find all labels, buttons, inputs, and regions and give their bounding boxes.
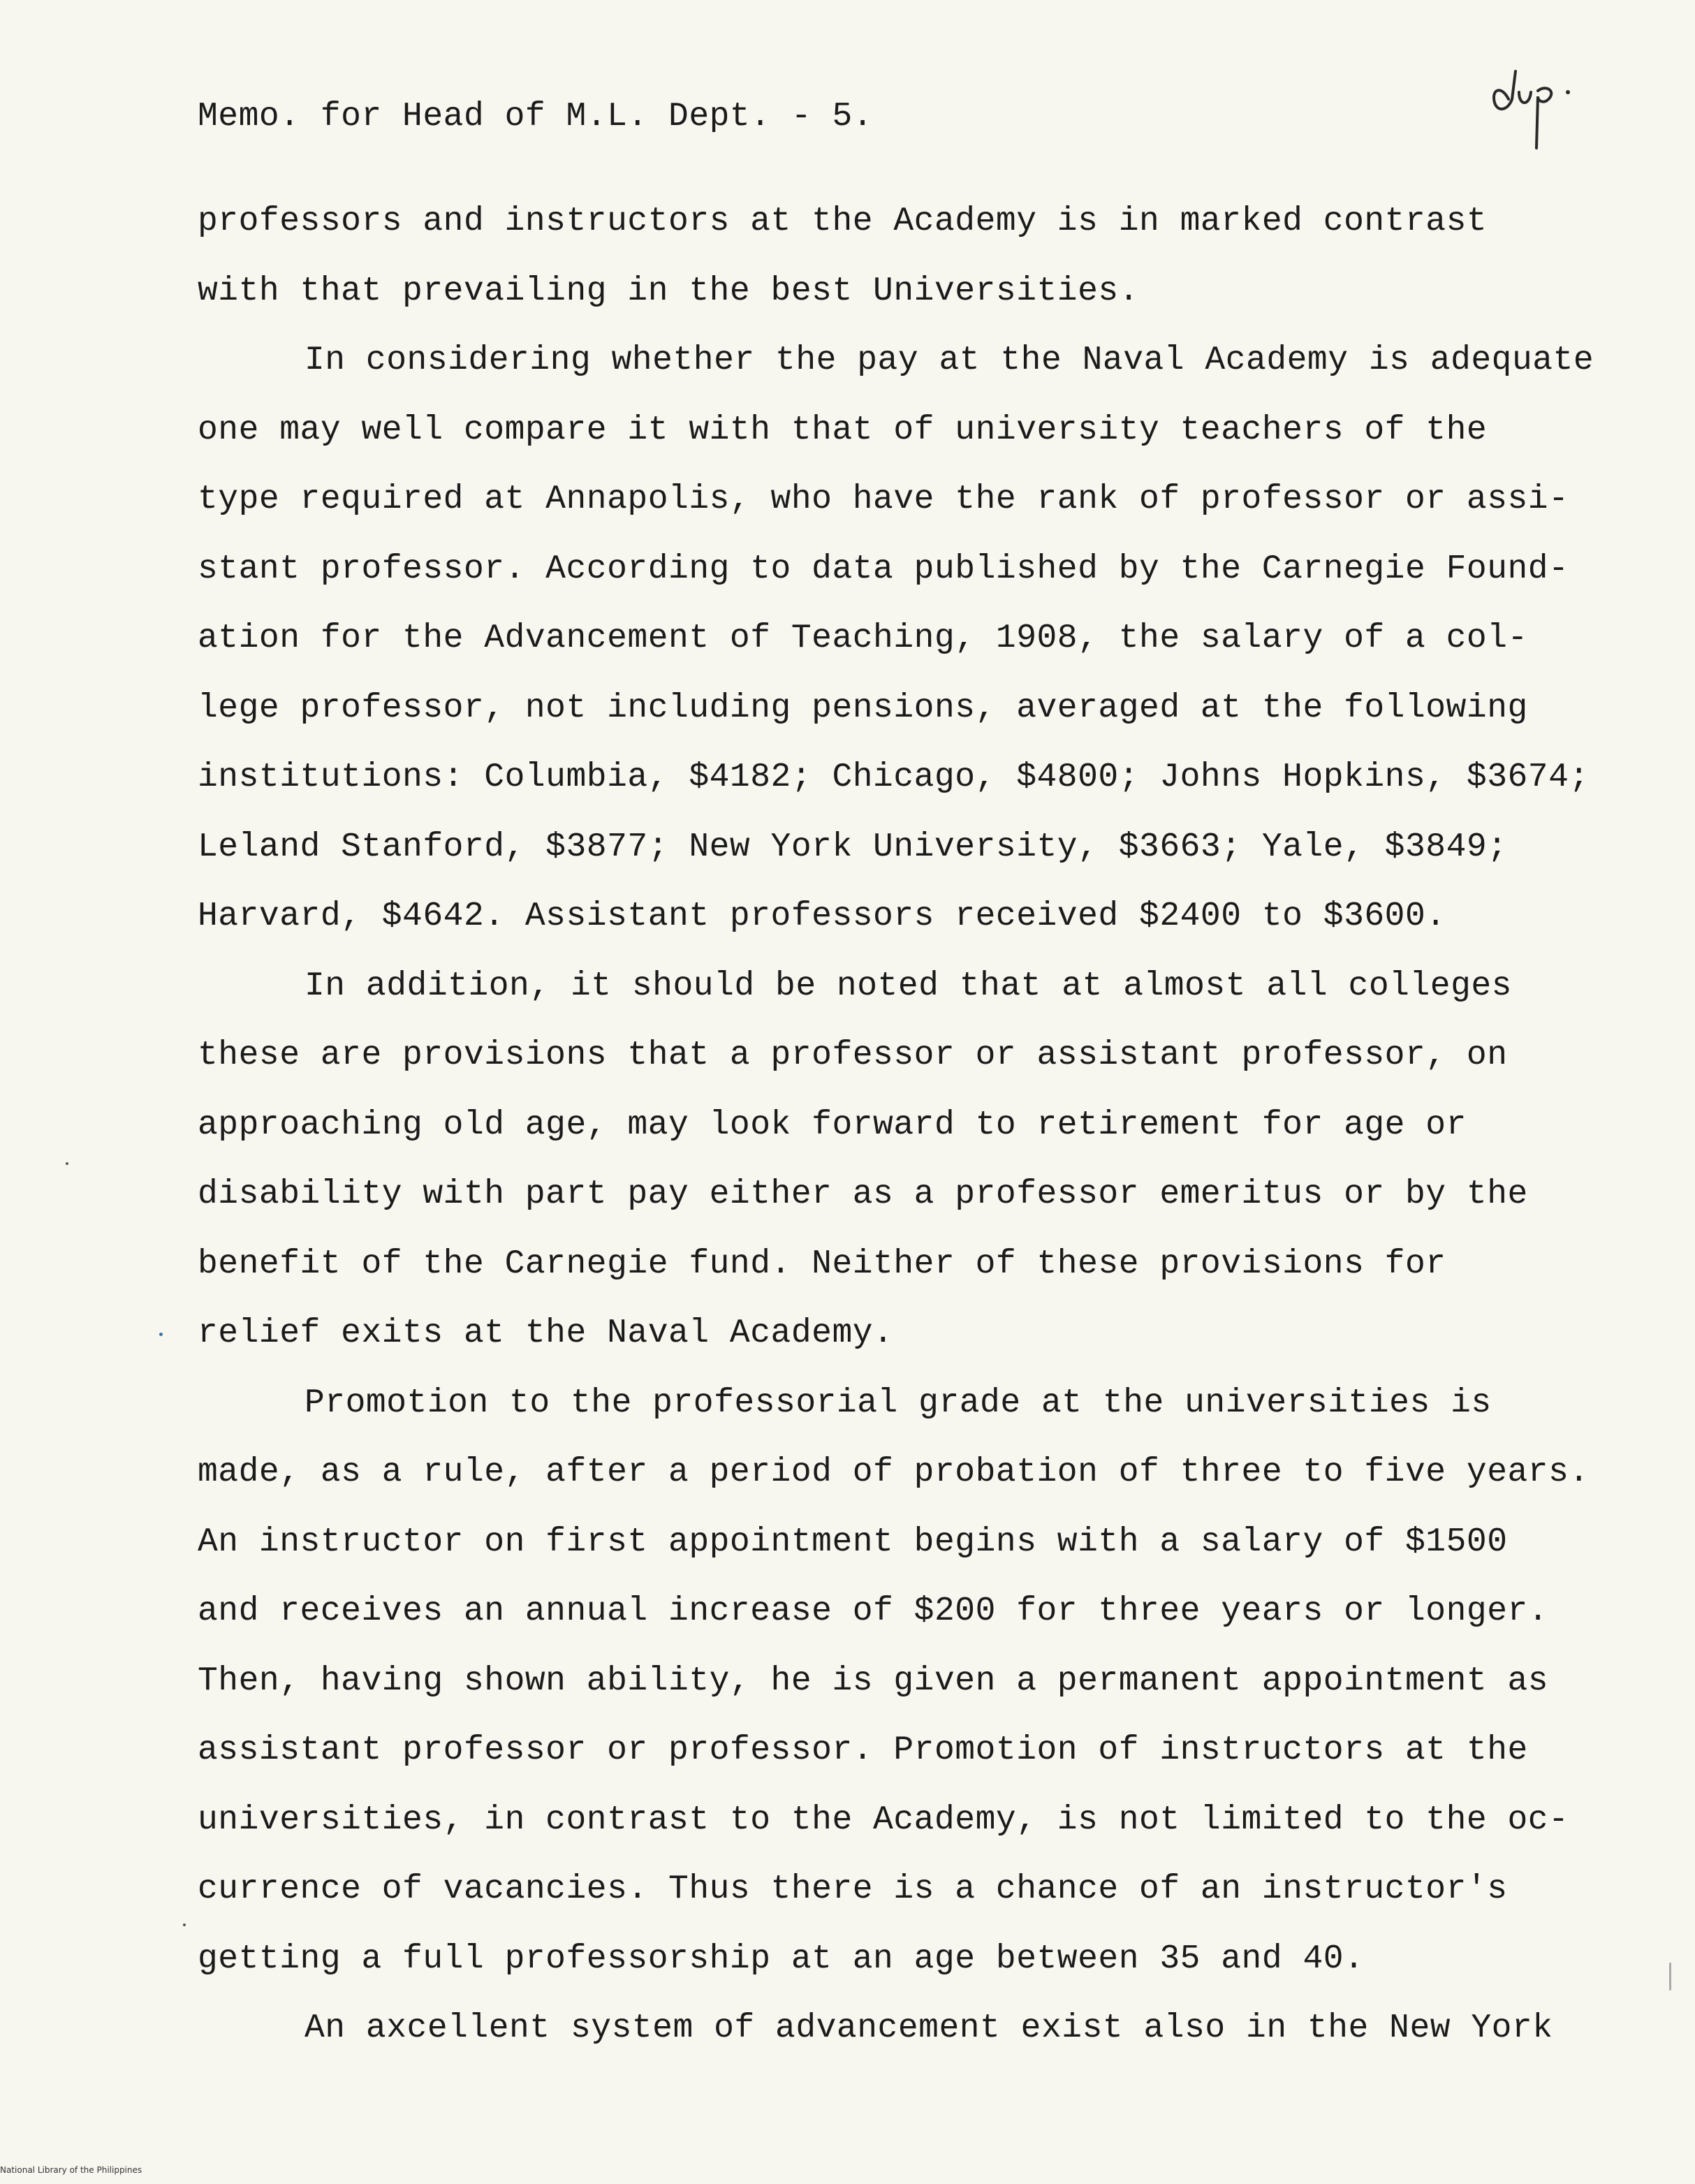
memo-line: universities, in contrast to the Academy, is not limited to the oc-	[198, 1801, 1569, 1839]
memo-line: benefit of the Carnegie fund. Neither of these provisions for	[198, 1245, 1446, 1283]
memo-line: professors and instructors at the Academy is in marked contrast	[198, 203, 1488, 240]
memo-line: Harvard, $4642. Assistant professors received $2400 to $3600.	[198, 897, 1446, 935]
memo-line: approaching old age, may look forward to retirement for age or	[198, 1106, 1467, 1144]
memo-line: and receives an annual increase of $200 for three years or longer.	[198, 1592, 1549, 1630]
memo-line: made, as a rule, after a period of probation of three to five years.	[198, 1453, 1590, 1491]
memo-line: In addition, it should be noted that at almost all colleges	[304, 967, 1512, 1005]
footer-watermark: National Library of the Philippines	[0, 2165, 142, 2175]
memo-line: lege professor, not including pensions, averaged at the following	[198, 689, 1528, 727]
memo-line: institutions: Columbia, $4182; Chicago, $4800; Johns Hopkins, $3674;	[198, 758, 1590, 796]
memo-line: currence of vacancies. Thus there is a chance of an instructor's	[198, 1870, 1508, 1908]
memo-line: In considering whether the pay at the Naval Academy is adequate	[304, 342, 1594, 379]
memo-line: these are provisions that a professor or assistant professor, on	[198, 1036, 1508, 1074]
ink-speck	[159, 1333, 163, 1336]
memo-line: Leland Stanford, $3877; New York University, $3663; Yale, $3849;	[198, 828, 1508, 866]
memo-line: one may well compare it with that of university teachers of the	[198, 411, 1488, 449]
handwritten-annotation	[1488, 50, 1606, 162]
memo-line: assistant professor or professor. Promotion of instructors at the	[198, 1731, 1528, 1769]
memo-header: Memo. for Head of M.L. Dept. - 5.	[198, 98, 874, 135]
paper-mark	[1669, 1963, 1671, 1991]
memo-line: type required at Annapolis, who have the rank of professor or assi-	[198, 481, 1569, 518]
memo-line: An axcellent system of advancement exist also in the New York	[304, 2009, 1553, 2047]
memo-line: An instructor on first appointment begins with a salary of $1500	[198, 1523, 1508, 1561]
memo-line: Promotion to the professorial grade at the universities is	[304, 1384, 1492, 1422]
memo-line: stant professor. According to data published by the Carnegie Found-	[198, 550, 1569, 588]
annotation-text: dup.	[1488, 50, 1489, 51]
memo-line: relief exits at the Naval Academy.	[198, 1314, 894, 1352]
ink-speck	[183, 1923, 186, 1926]
memo-line: disability with part pay either as a professor emeritus or by the	[198, 1175, 1528, 1213]
memo-line: Then, having shown ability, he is given a permanent appointment as	[198, 1662, 1549, 1700]
memo-line: getting a full professorship at an age between 35 and 40.	[198, 1940, 1365, 1978]
ink-speck	[66, 1162, 68, 1165]
memo-line: ation for the Advancement of Teaching, 1908, the salary of a col-	[198, 620, 1528, 657]
memo-line: with that prevailing in the best Universities.	[198, 272, 1140, 310]
